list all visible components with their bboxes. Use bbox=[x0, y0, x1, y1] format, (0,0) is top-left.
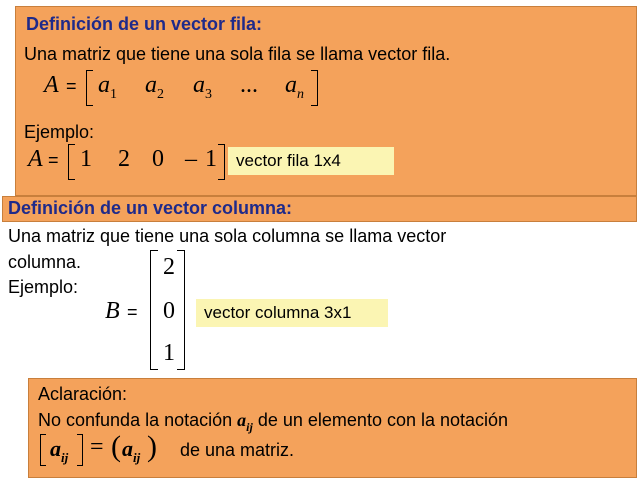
row-example-label: Ejemplo: bbox=[24, 122, 95, 142]
row-formula-element: $a_3$ bbox=[193, 72, 212, 102]
row-formula-lhs: A bbox=[44, 72, 59, 98]
note-formula-paren-symbol: $a_{ij}$ bbox=[122, 436, 141, 465]
column-example-left-bracket bbox=[150, 250, 158, 370]
note-text bbox=[38, 410, 509, 434]
column-vector-description-line2: columna. bbox=[8, 252, 82, 272]
note-formula-right-paren: ) bbox=[147, 430, 157, 463]
column-example-right-bracket bbox=[177, 250, 185, 370]
note-symbol: $a_{ij}$ bbox=[237, 410, 253, 434]
row-formula-equals: = bbox=[66, 76, 77, 96]
column-example-value: 2 bbox=[163, 254, 175, 280]
note-formula-right-bracket bbox=[77, 434, 83, 466]
row-example-right-bracket bbox=[218, 144, 225, 180]
column-example-value: 1 bbox=[163, 340, 175, 366]
row-example-left-bracket bbox=[68, 144, 75, 180]
column-example-equals: = bbox=[127, 302, 138, 322]
note-heading: Aclaración: bbox=[38, 384, 128, 404]
row-example-equals: = bbox=[48, 150, 59, 170]
row-formula-left-bracket bbox=[86, 70, 93, 106]
row-example-value: 2 bbox=[118, 146, 130, 172]
row-example-value: 1 bbox=[80, 146, 92, 172]
note-text-after: de un elemento con la notación bbox=[257, 410, 509, 430]
column-example-label: Ejemplo: bbox=[8, 277, 79, 297]
note-formula-suffix: de una matriz. bbox=[180, 440, 295, 460]
column-vector-description-line1: Una matriz que tiene una sola columna se llama vector bbox=[8, 226, 447, 246]
note-formula-equals: = bbox=[90, 434, 104, 460]
row-example-value: 0 bbox=[152, 146, 164, 172]
note-formula-bracket-symbol: $a_{ij}$ bbox=[50, 436, 69, 465]
row-formula-element: $a_n$ bbox=[285, 72, 304, 102]
row-formula-element: $a_2$ bbox=[145, 72, 164, 102]
row-formula-ellipsis: ... bbox=[240, 72, 258, 98]
note-formula-left-bracket bbox=[40, 434, 46, 466]
column-vector-tag: vector columna 3x1 bbox=[196, 299, 388, 327]
row-vector-tag: vector fila 1x4 bbox=[228, 147, 394, 175]
row-vector-description: Una matriz que tiene una sola fila se llama vector fila. bbox=[24, 44, 451, 64]
column-example-value: 0 bbox=[163, 298, 175, 324]
row-example-minus: – bbox=[185, 146, 197, 172]
row-formula-element: $a_1$ bbox=[98, 72, 117, 102]
row-example-value: 1 bbox=[205, 146, 217, 172]
row-formula-right-bracket bbox=[311, 70, 318, 106]
row-example-lhs: A bbox=[28, 146, 43, 172]
column-example-lhs: B bbox=[105, 298, 120, 324]
note-text-before: No confunda la notación bbox=[38, 410, 233, 430]
column-vector-heading: Definición de un vector columna: bbox=[8, 198, 293, 218]
row-vector-heading: Definición de un vector fila: bbox=[26, 14, 263, 34]
note-formula-left-paren: ( bbox=[111, 430, 121, 463]
